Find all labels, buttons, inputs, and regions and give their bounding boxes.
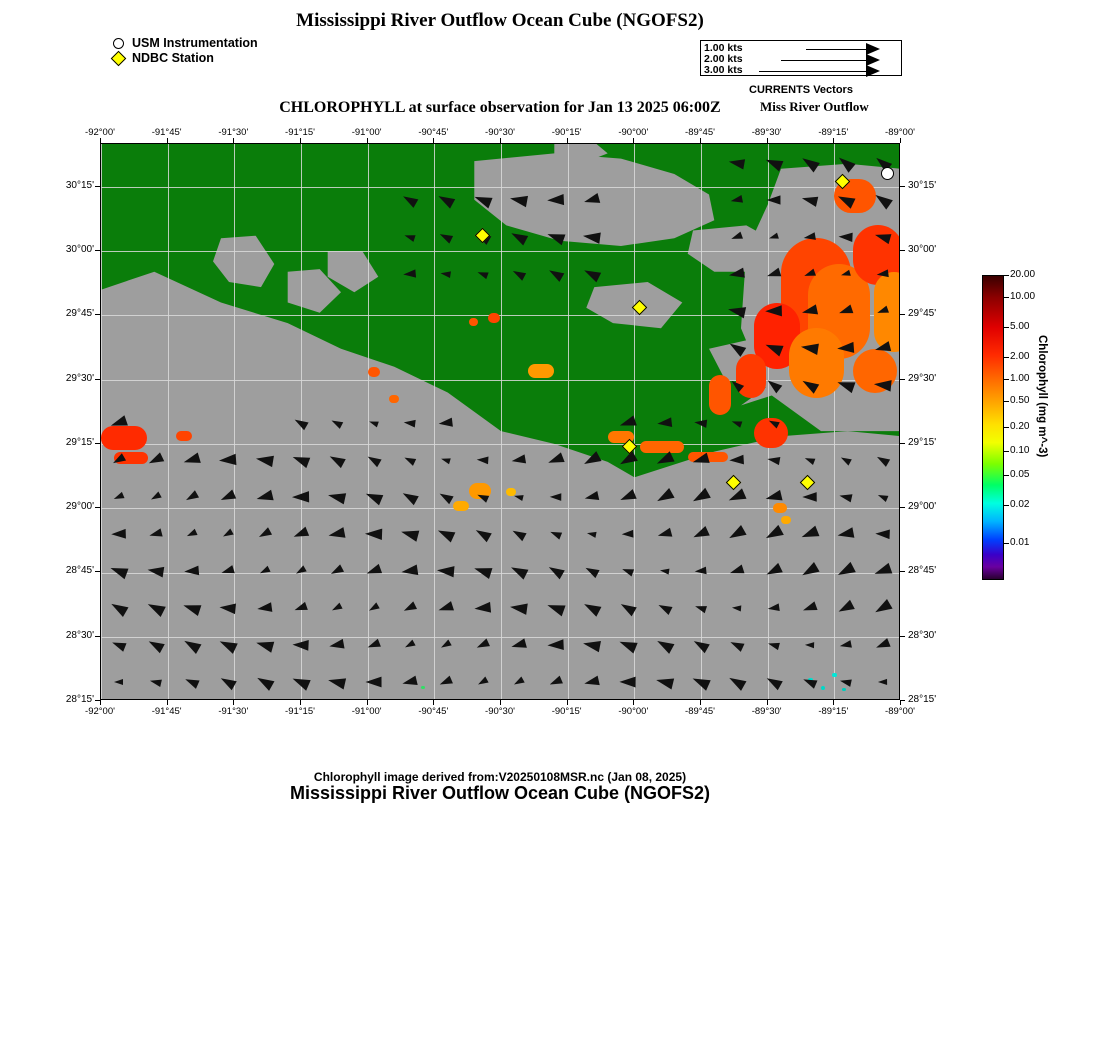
current-vector-arrow [440, 270, 451, 278]
current-vector-arrow [582, 230, 601, 244]
current-vector-arrow [146, 565, 163, 578]
axis-tick-mark [300, 700, 301, 705]
axis-tick-label-top: -90°30' [485, 127, 515, 138]
axis-tick-mark [167, 700, 168, 705]
axis-tick-label-left: 29°45' [65, 308, 94, 320]
axis-tick-mark [95, 571, 100, 572]
axis-tick-mark [367, 700, 368, 705]
colorbar-tick-label: 0.02 [1010, 499, 1030, 510]
colorbar-tick-label: 1.00 [1010, 373, 1030, 384]
circle-marker-icon [112, 38, 125, 49]
colorbar-tick-mark [1004, 297, 1009, 298]
current-vector-arrow [694, 418, 707, 428]
axis-tick-label-left: 28°30' [65, 629, 94, 641]
grid-line-horizontal [101, 380, 899, 381]
axis-tick-label-top: -92°00' [85, 127, 115, 138]
current-vector-arrow [620, 677, 636, 688]
current-vector-arrow [875, 529, 890, 539]
axis-tick-mark [433, 700, 434, 705]
currents-scale-label: 1.00 kts [704, 42, 743, 54]
axis-tick-mark [900, 700, 905, 701]
chlorophyll-plume [736, 354, 766, 398]
axis-tick-label-left: 29°00' [65, 501, 94, 513]
grid-line-vertical [168, 144, 169, 699]
legend-item-ndbc [112, 51, 258, 66]
axis-tick-mark [700, 138, 701, 143]
chlorophyll-patch-inshore [773, 503, 787, 513]
chlorophyll-patch-low [821, 686, 825, 690]
axis-tick-mark [767, 138, 768, 143]
axis-tick-label-bottom: -90°15' [551, 706, 582, 717]
current-vector-arrow [403, 418, 415, 427]
outflow-label: Miss River Outflow [760, 99, 869, 114]
current-vector-arrow [509, 192, 528, 206]
derived-note: Chlorophyll image derived from:V20250108MSR.nc (Jan 08, 2025) [313, 770, 687, 784]
axis-tick-label-bottom: -89°45' [685, 706, 715, 717]
axis-tick-label-left: 28°45' [65, 565, 94, 577]
map-canvas [101, 144, 899, 699]
colorbar-tick-mark [1004, 475, 1009, 476]
current-vector-arrow [219, 602, 236, 614]
current-vector-arrow [547, 640, 564, 651]
current-vector-arrow [729, 454, 744, 464]
current-vector-arrow [732, 605, 742, 612]
axis-tick-mark [833, 700, 834, 705]
colorbar-tick-label: 0.01 [1010, 537, 1030, 548]
axis-tick-mark [95, 443, 100, 444]
current-vector-arrow [876, 269, 889, 278]
axis-tick-label-top: -90°15' [551, 127, 582, 138]
chlorophyll-patch-inshore [640, 441, 684, 453]
axis-tick-mark [95, 250, 100, 251]
axis-tick-label-left: 30°00' [65, 244, 94, 256]
currents-scale-row [701, 65, 903, 77]
current-vector-arrow [546, 194, 563, 206]
current-vector-arrow [656, 417, 671, 428]
current-vector-arrow [839, 232, 853, 242]
current-vector-arrow [474, 602, 491, 614]
axis-tick-mark [100, 700, 101, 705]
current-vector-arrow [765, 305, 782, 317]
axis-tick-mark [95, 314, 100, 315]
chlorophyll-patch-inshore [368, 367, 380, 377]
colorbar-tick-label: 0.05 [1010, 469, 1030, 480]
chart-subtitle: CHLOROPHYLL at surface observation for Jan 13 2025 06:00Z [279, 99, 721, 116]
legend-item-label: USM Instrumentation [132, 36, 258, 50]
grid-line-horizontal [101, 187, 899, 188]
colorbar-tick-mark [1004, 401, 1009, 402]
colorbar-gradient [982, 275, 1004, 580]
axis-tick-label-bottom: -90°00' [618, 706, 649, 717]
colorbar-tick-label: 0.50 [1010, 395, 1030, 406]
axis-tick-mark [95, 636, 100, 637]
axis-tick-label-right: 30°00' [908, 244, 937, 256]
current-vector-arrow [476, 455, 488, 463]
axis-tick-mark [233, 700, 234, 705]
current-vector-arrow [766, 454, 780, 464]
axis-tick-label-top: -91°15' [285, 127, 315, 138]
colorbar-tick-label: 0.10 [1010, 445, 1030, 456]
current-vector-arrow [873, 379, 891, 392]
axis-tick-mark [433, 138, 434, 143]
axis-tick-mark [900, 571, 905, 572]
colorbar-tick-label: 5.00 [1010, 321, 1030, 332]
axis-tick-label-bottom: -91°30' [218, 706, 249, 717]
footer-title: Mississippi River Outflow Ocean Cube (NGOFS2) [289, 783, 711, 803]
axis-tick-mark [900, 314, 905, 315]
axis-tick-label-right: 30°15' [908, 179, 937, 191]
current-vector-arrow [549, 493, 561, 501]
axis-tick-label-right: 29°00' [908, 501, 937, 513]
axis-tick-label-bottom: -92°00' [85, 706, 115, 717]
axis-tick-mark [900, 636, 905, 637]
grid-line-vertical [434, 144, 435, 699]
colorbar-tick-mark [1004, 357, 1009, 358]
axis-tick-mark [833, 138, 834, 143]
chlorophyll-patch-west [101, 426, 147, 450]
axis-tick-label-bottom: -91°15' [285, 706, 315, 717]
inland-land-patch-1 [213, 236, 274, 287]
currents-scale-label: 2.00 kts [704, 53, 743, 65]
axis-tick-mark [300, 138, 301, 143]
map-legend [112, 36, 258, 66]
axis-tick-label-top: -89°00' [885, 127, 915, 138]
currents-vector-key [700, 40, 902, 76]
axis-tick-mark [900, 507, 905, 508]
current-vector-arrow [256, 602, 272, 614]
axis-tick-label-top: -91°00' [351, 127, 382, 138]
axis-tick-label-left: 29°30' [65, 372, 94, 384]
current-vector-arrow [659, 567, 669, 574]
axis-tick-mark [700, 700, 701, 705]
axis-tick-label-left: 30°15' [65, 179, 94, 191]
chlorophyll-patch-inshore [389, 395, 399, 403]
axis-tick-mark [900, 186, 905, 187]
axis-tick-mark [567, 138, 568, 143]
axis-tick-label-top: -90°45' [418, 127, 449, 138]
chlorophyll-patch-low [832, 673, 837, 677]
axis-tick-mark [95, 379, 100, 380]
axis-tick-label-bottom: -90°45' [418, 706, 449, 717]
axis-tick-label-top: -89°45' [685, 127, 715, 138]
current-vector-arrow [219, 453, 237, 466]
current-vector-arrow [802, 492, 816, 502]
current-vector-arrow [365, 677, 381, 688]
chlorophyll-patch-low [421, 686, 425, 689]
axis-tick-mark [500, 700, 501, 705]
current-vector-arrow [292, 491, 309, 503]
axis-tick-mark [900, 443, 905, 444]
current-vector-arrow [114, 679, 123, 685]
current-vector-arrow [694, 567, 706, 576]
legend-item-usm [112, 36, 258, 51]
diamond-marker-icon [112, 53, 125, 64]
axis-tick-label-right: 28°45' [908, 565, 937, 577]
axis-tick-label-top: -89°30' [751, 127, 782, 138]
current-vector-arrow [837, 342, 854, 354]
current-vector-arrow [728, 156, 745, 169]
colorbar-tick-mark [1004, 505, 1009, 506]
current-vector-arrow [255, 453, 274, 467]
colorbar-tick-mark [1004, 379, 1009, 380]
chlorophyll-plume [709, 375, 731, 415]
axis-tick-label-left: 29°15' [65, 436, 94, 448]
current-vector-arrow [292, 640, 309, 651]
axis-tick-label-right: 28°15' [908, 694, 937, 705]
current-vector-arrow [878, 679, 887, 685]
axis-tick-label-bottom: -89°15' [818, 706, 849, 717]
current-vector-arrow [805, 642, 814, 648]
colorbar-tick-mark [1004, 543, 1009, 544]
axis-tick-mark [167, 138, 168, 143]
axis-tick-label-top: -91°30' [218, 127, 249, 138]
legend-item-label: NDBC Station [132, 51, 214, 65]
axis-tick-label-top: -91°45' [151, 127, 182, 138]
currents-key-caption: CURRENTS Vectors [749, 84, 853, 96]
chlorophyll-patch-inshore [469, 318, 478, 326]
current-vector-arrow [803, 232, 816, 242]
axis-tick-mark [767, 700, 768, 705]
grid-line-vertical [501, 144, 502, 699]
axis-tick-mark [500, 138, 501, 143]
colorbar-tick-label: 20.00 [1010, 269, 1036, 280]
axis-tick-mark [233, 138, 234, 143]
axis-tick-mark [95, 700, 100, 701]
colorbar-tick-label: 2.00 [1010, 351, 1030, 362]
axis-tick-label-bottom: -90°30' [485, 706, 515, 717]
axis-tick-mark [95, 507, 100, 508]
colorbar-tick-mark [1004, 275, 1009, 276]
current-vector-arrow [439, 417, 454, 428]
grid-line-vertical [234, 144, 235, 699]
current-vector-arrow [403, 269, 416, 278]
axis-tick-label-right: 29°15' [908, 436, 937, 448]
current-vector-arrow [184, 566, 199, 577]
axis-tick-mark [900, 379, 905, 380]
current-vector-arrow [509, 601, 528, 615]
colorbar-tick-label: 0.20 [1010, 421, 1030, 432]
current-vector-arrow [111, 529, 126, 539]
current-vector-arrow [766, 195, 780, 204]
grid-line-horizontal [101, 251, 899, 252]
axis-tick-mark [900, 138, 901, 143]
axis-tick-label-left: 28°15' [65, 694, 94, 705]
axis-tick-mark [633, 700, 634, 705]
colorbar-tick-label: 10.00 [1010, 291, 1036, 302]
chlorophyll-patch-inshore [488, 313, 500, 323]
axis-tick-label-bottom: -91°00' [351, 706, 382, 717]
axis-tick-label-right: 28°30' [908, 629, 937, 641]
axis-tick-mark [900, 250, 905, 251]
axis-tick-label-bottom: -91°45' [151, 706, 182, 717]
current-vector-arrow [511, 454, 526, 465]
map-plot-area[interactable] [100, 143, 900, 700]
colorbar-tick-mark [1004, 327, 1009, 328]
colorbar-tick-mark [1004, 451, 1009, 452]
chlorophyll-patch-inshore [453, 501, 469, 511]
axis-tick-label-bottom: -89°30' [751, 706, 782, 717]
axis-tick-mark [367, 138, 368, 143]
colorbar-title: Chlorophyll (mg m^-3) [1036, 335, 1048, 458]
current-vector-arrow [364, 528, 381, 540]
axis-tick-label-top: -89°15' [818, 127, 849, 138]
axis-tick-mark [633, 138, 634, 143]
axis-tick-label-right: 29°45' [908, 308, 937, 320]
currents-scale-label: 3.00 kts [704, 64, 743, 76]
current-vector-arrow [622, 530, 634, 538]
colorbar-tick-mark [1004, 427, 1009, 428]
axis-tick-mark [567, 700, 568, 705]
axis-tick-mark [95, 186, 100, 187]
current-vector-arrow [437, 565, 455, 578]
axis-tick-mark [100, 138, 101, 143]
axis-tick-label-right: 29°30' [908, 372, 937, 384]
page-title: Mississippi River Outflow Ocean Cube (NGOFS2) [296, 10, 704, 31]
grid-line-vertical [568, 144, 569, 699]
chlorophyll-patch-inshore [781, 516, 791, 524]
axis-tick-label-top: -90°00' [618, 127, 649, 138]
grid-line-vertical [834, 144, 835, 699]
grid-line-vertical [101, 144, 102, 699]
chlorophyll-patch-west [176, 431, 192, 441]
arrow-right-icon [866, 65, 880, 77]
axis-tick-label-bottom: -89°00' [885, 706, 915, 717]
chlorophyll-patch-inshore [528, 364, 554, 378]
